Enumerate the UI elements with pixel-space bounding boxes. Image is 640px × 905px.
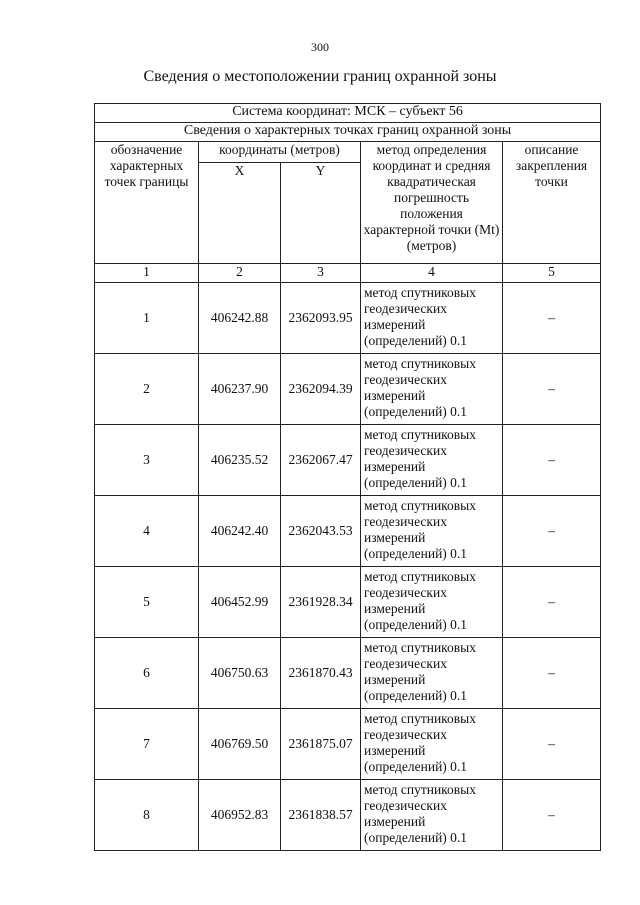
column-number: 5 [503,264,601,283]
y-coordinate: 2361875.07 [281,709,361,780]
point-number: 8 [95,780,199,851]
page-number: 300 [311,40,329,54]
table-row [95,283,601,354]
method-text: метод спутниковых геодезических измерений (определений) 0.1 [361,638,503,709]
x-coordinate: 406242.88 [199,283,281,354]
header-y: Y [281,163,361,264]
header-coordinates: координаты (метров) [199,142,361,163]
method-text: метод спутниковых геодезических измерений (определений) 0.1 [361,354,503,425]
table-row [95,496,601,567]
y-coordinate: 2362043.53 [281,496,361,567]
table-row [95,638,601,709]
description-dash: – [503,354,601,425]
point-number: 1 [95,283,199,354]
y-coordinate: 2361928.34 [281,567,361,638]
column-number: 2 [199,264,281,283]
method-text: метод спутниковых геодезических измерений (определений) 0.1 [361,283,503,354]
x-coordinate: 406769.50 [199,709,281,780]
header-method: метод определения координат и средняя квадратическая погрешность положения характерной точки (Mt) (метров) [361,142,503,264]
table-caption-cell: Сведения о характерных точках границ охранной зоны [95,123,601,142]
x-coordinate: 406235.52 [199,425,281,496]
y-coordinate: 2362094.39 [281,354,361,425]
header-point: обозначение характерных точек границы [95,142,199,264]
point-number: 4 [95,496,199,567]
y-coordinate: 2362067.47 [281,425,361,496]
table-row [95,567,601,638]
point-number: 7 [95,709,199,780]
x-coordinate: 406750.63 [199,638,281,709]
method-text: метод спутниковых геодезических измерений (определений) 0.1 [361,567,503,638]
column-number: 4 [361,264,503,283]
x-coordinate: 406242.40 [199,496,281,567]
method-text: метод спутниковых геодезических измерений (определений) 0.1 [361,709,503,780]
column-number-row [95,264,601,283]
point-number: 5 [95,567,199,638]
table-row [95,709,601,780]
x-coordinate: 406952.83 [199,780,281,851]
y-coordinate: 2361838.57 [281,780,361,851]
column-number: 3 [281,264,361,283]
point-number: 2 [95,354,199,425]
x-coordinate: 406237.90 [199,354,281,425]
method-text: метод спутниковых геодезических измерений (определений) 0.1 [361,425,503,496]
method-text: метод спутниковых геодезических измерений (определений) 0.1 [361,496,503,567]
description-dash: – [503,780,601,851]
y-coordinate: 2362093.95 [281,283,361,354]
table-row [95,354,601,425]
description-dash: – [503,567,601,638]
header-x: X [199,163,281,264]
document-title: Сведения о местоположении границ охранной зоны [143,68,497,85]
table-row [95,425,601,496]
description-dash: – [503,709,601,780]
description-dash: – [503,496,601,567]
point-number: 6 [95,638,199,709]
table-row [95,780,601,851]
column-number: 1 [95,264,199,283]
header-description: описание закрепления точки [503,142,601,264]
point-number: 3 [95,425,199,496]
description-dash: – [503,425,601,496]
coordinate-system-cell: Система координат: МСК – субъект 56 [95,104,601,123]
boundary-points-table [94,103,601,851]
description-dash: – [503,283,601,354]
method-text: метод спутниковых геодезических измерений (определений) 0.1 [361,780,503,851]
y-coordinate: 2361870.43 [281,638,361,709]
description-dash: – [503,638,601,709]
x-coordinate: 406452.99 [199,567,281,638]
